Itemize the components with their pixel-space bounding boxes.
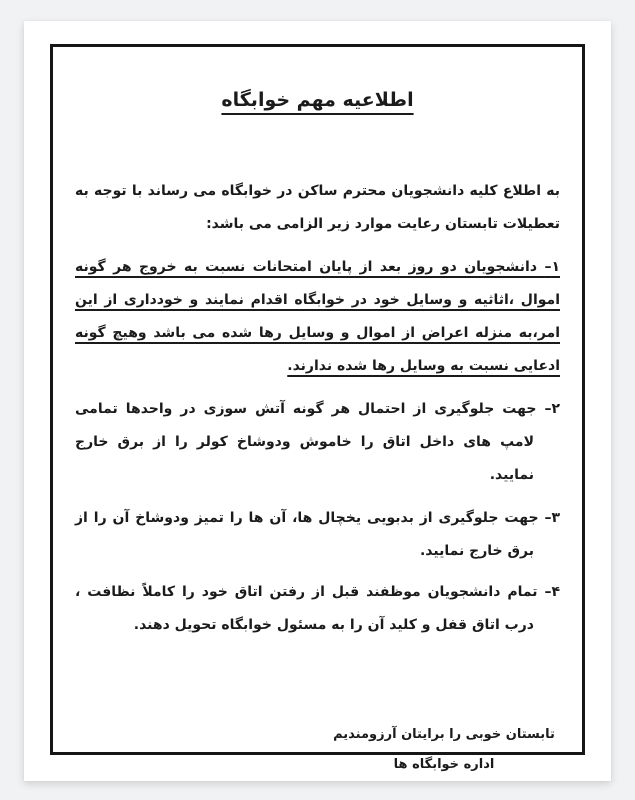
document-sheet xyxy=(24,21,611,781)
notice-content xyxy=(53,47,582,772)
item-1-text: دانشجویان دو روز بعد از پایان امتحانات نسبت به خروج هر گونه اموال ،اثاثیه و وسایل خود در خوابگاه اقدام نمایند و خودداری از این امر،به منزله اعراض از اموال و وسایل رها شده می باشد وهیچ گونه ادعایی نسبت به وسایل رها شده ندارند. xyxy=(75,259,560,374)
item-2-number: ۲– xyxy=(544,401,560,417)
notice-item-3 xyxy=(75,502,560,568)
notice-border-frame xyxy=(50,44,585,772)
notice-item-1 xyxy=(75,251,560,383)
item-2-text: جهت جلوگیری از احتمال هر گونه آتش سوزی در واحدها تمامی لامپ های داخل اتاق را خاموش ودوشاخ کولر را از برق خارج نمایید. xyxy=(75,401,545,483)
notice-title: اطلاعیه مهم خوابگاه xyxy=(221,89,414,111)
notice-intro: به اطلاع کلیه دانشجویان محترم ساکن در خوابگاه می رساند با توجه به تعطیلات تابستان رعایت موارد زیر الزامی می باشد: xyxy=(75,183,560,232)
closing-block xyxy=(328,720,560,780)
closing-signature: اداره خوابگاه ها xyxy=(393,757,495,772)
closing-wish: تابستان خوبی را برایتان آرزومندیم xyxy=(333,727,555,742)
notice-item-2 xyxy=(75,393,560,492)
item-3-text: جهت جلوگیری از بدبویی یخچال ها، آن ها را تمیز ودوشاخ آن را از برق خارج نمایید. xyxy=(75,510,545,559)
item-3-number: ۳– xyxy=(544,510,560,526)
item-4-number: ۴– xyxy=(544,584,560,600)
notice-item-4 xyxy=(75,576,560,642)
item-4-text: تمام دانشجویان موظفند قبل از رفتن اتاق خود را کاملاً نظافت ، درب اتاق قفل و کلید آن را به مسئول خوابگاه تحویل دهند. xyxy=(75,584,545,633)
item-1-number: ۱– xyxy=(544,259,560,275)
